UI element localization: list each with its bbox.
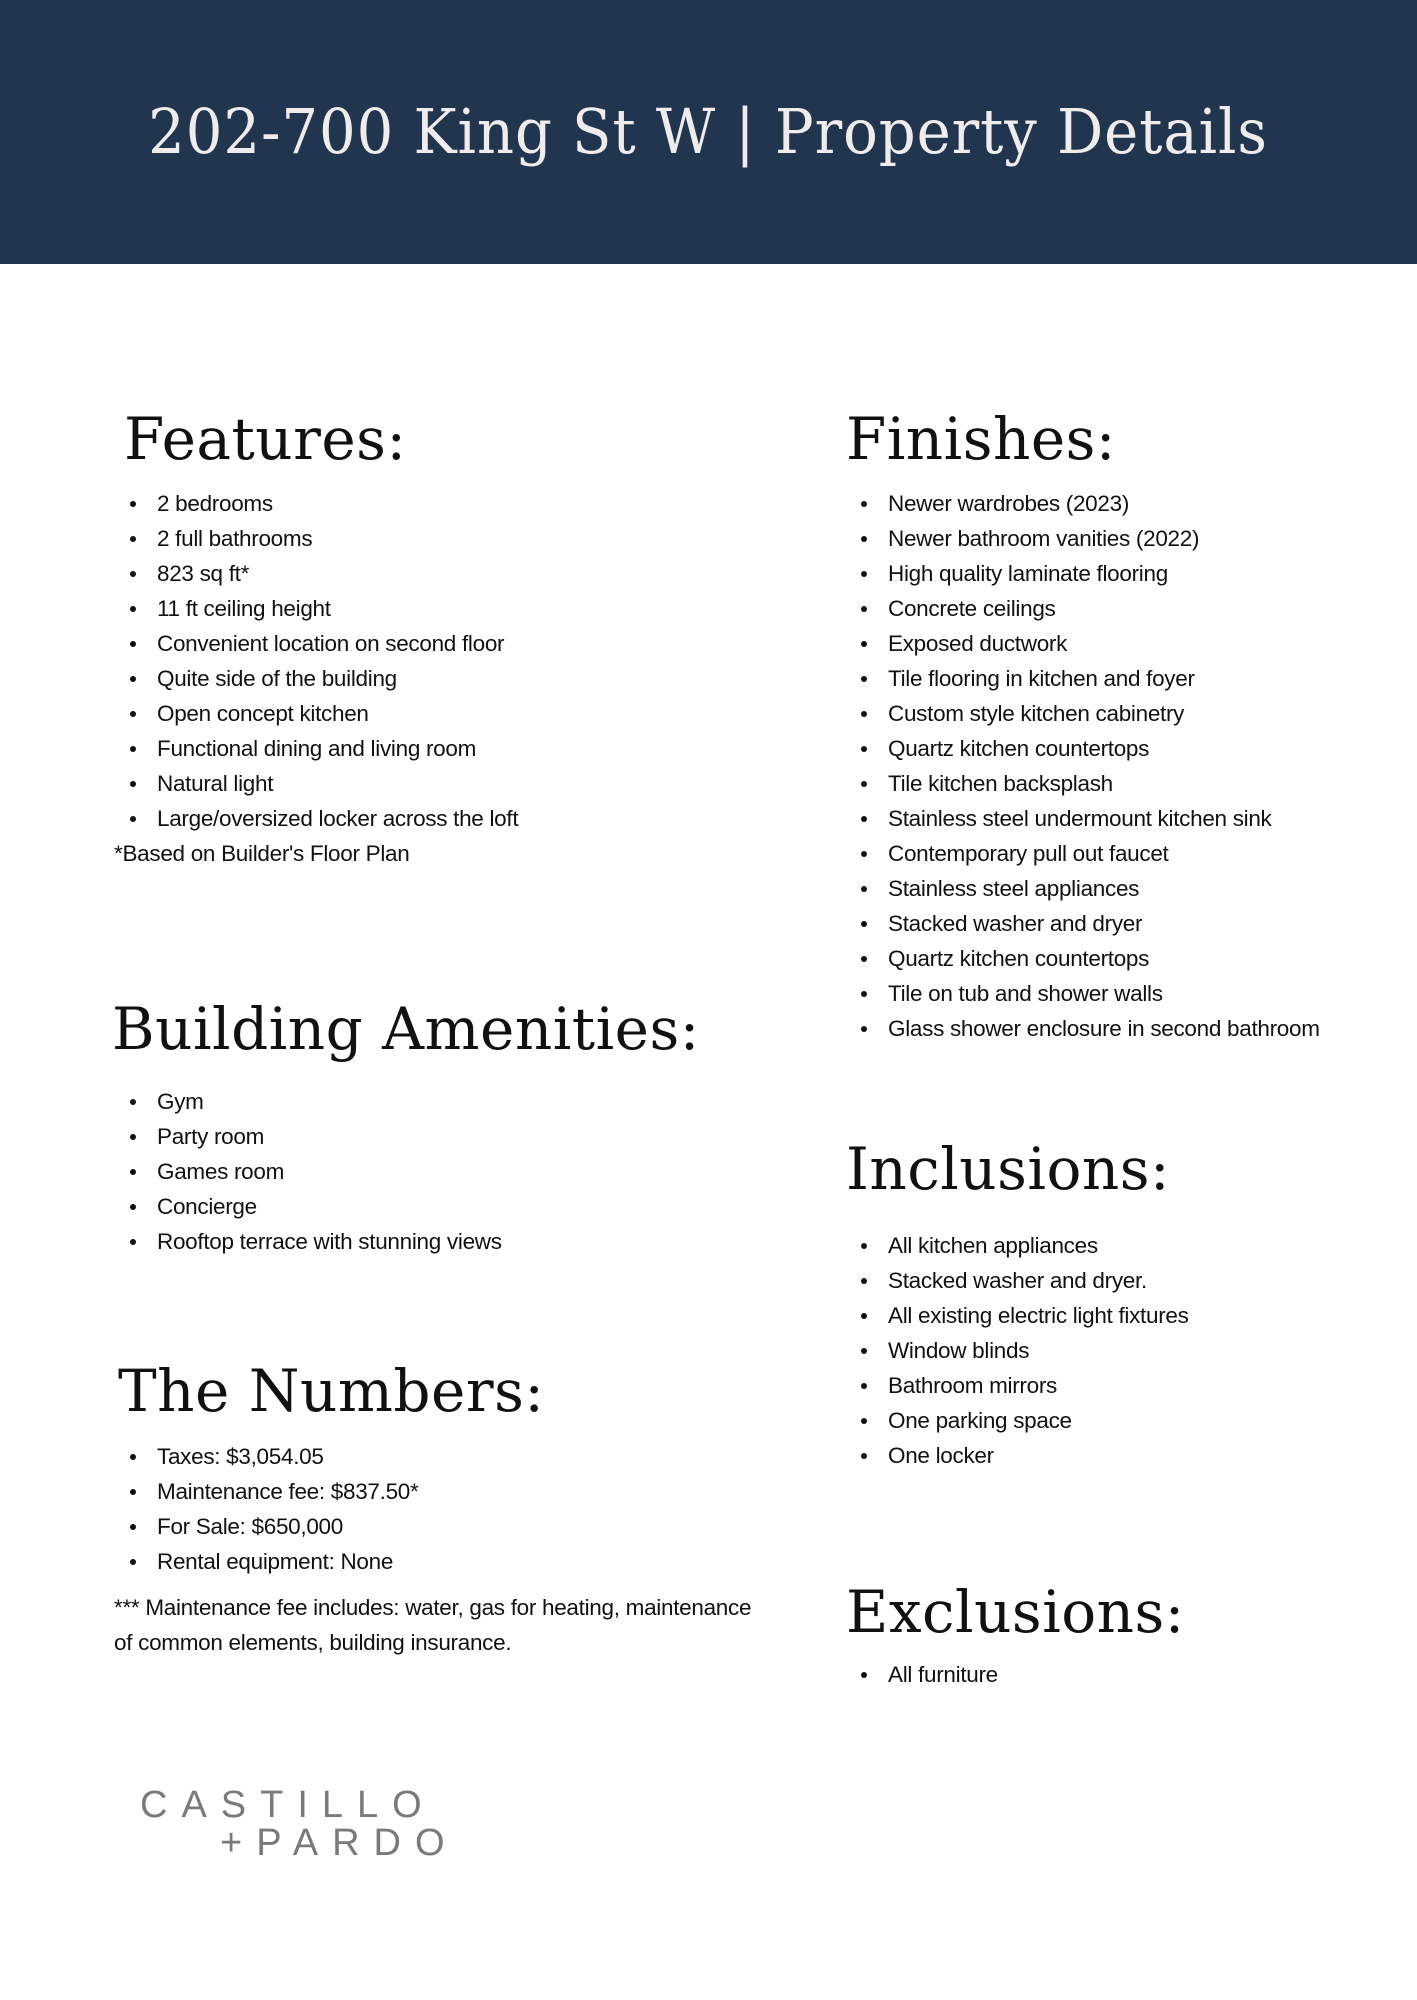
list-item: Quite side of the building: [114, 661, 518, 696]
list-item: Contemporary pull out faucet: [845, 836, 1320, 871]
amenities-section: [112, 995, 700, 1063]
list-item: Newer bathroom vanities (2022): [845, 521, 1320, 556]
list-item: Large/oversized locker across the loft: [114, 801, 518, 836]
finishes-list-block: [845, 486, 1320, 1046]
amenities-list: [114, 1084, 502, 1259]
numbers-note-line1: *** Maintenance fee includes: water, gas for heating, maintenance: [114, 1595, 752, 1620]
list-item: One locker: [845, 1438, 1189, 1473]
numbers-list-block: [114, 1439, 751, 1660]
list-item: Functional dining and living room: [114, 731, 518, 766]
numbers-note-line2: of common elements, building insurance.: [114, 1630, 512, 1655]
inclusions-list-block: [845, 1228, 1189, 1473]
list-item: Concierge: [114, 1189, 502, 1224]
list-item: Stainless steel undermount kitchen sink: [845, 801, 1320, 836]
finishes-heading: Finishes:: [846, 405, 1116, 473]
features-section: [124, 405, 407, 473]
list-item: All furniture: [845, 1657, 998, 1692]
list-item: 823 sq ft*: [114, 556, 518, 591]
page-title: 202-700 King St W | Property Details: [148, 95, 1269, 168]
page-header: [0, 0, 1417, 264]
list-item: 11 ft ceiling height: [114, 591, 518, 626]
list-item: Rooftop terrace with stunning views: [114, 1224, 502, 1259]
list-item: Exposed ductwork: [845, 626, 1320, 661]
numbers-section: [118, 1357, 545, 1425]
list-item: Rental equipment: None: [114, 1544, 751, 1579]
list-item: Tile on tub and shower walls: [845, 976, 1320, 1011]
list-item: Quartz kitchen countertops: [845, 941, 1320, 976]
list-item: One parking space: [845, 1403, 1189, 1438]
features-note: *Based on Builder's Floor Plan: [114, 841, 410, 866]
numbers-heading: The Numbers:: [118, 1357, 545, 1425]
list-item: Quartz kitchen countertops: [845, 731, 1320, 766]
amenities-heading: Building Amenities:: [112, 995, 700, 1063]
list-item: Open concept kitchen: [114, 696, 518, 731]
list-item: Party room: [114, 1119, 502, 1154]
list-item: Concrete ceilings: [845, 591, 1320, 626]
exclusions-list-block: [845, 1657, 998, 1692]
list-item: Gym: [114, 1084, 502, 1119]
inclusions-list: [845, 1228, 1189, 1473]
brand-logo: [140, 1786, 459, 1862]
logo-line1: CASTILLO: [140, 1784, 436, 1826]
logo-line2: +PARDO: [220, 1822, 459, 1864]
list-item: Custom style kitchen cabinetry: [845, 696, 1320, 731]
features-heading: Features:: [124, 405, 407, 473]
list-item: 2 bedrooms: [114, 486, 518, 521]
finishes-section: [846, 405, 1116, 473]
list-item: Stainless steel appliances: [845, 871, 1320, 906]
exclusions-section: [846, 1578, 1185, 1646]
list-item: Tile flooring in kitchen and foyer: [845, 661, 1320, 696]
finishes-list: [845, 486, 1320, 1046]
list-item: Convenient location on second floor: [114, 626, 518, 661]
inclusions-section: [846, 1135, 1171, 1203]
list-item: Maintenance fee: $837.50*: [114, 1474, 751, 1509]
list-item: Taxes: $3,054.05: [114, 1439, 751, 1474]
inclusions-heading: Inclusions:: [846, 1135, 1171, 1203]
list-item: Newer wardrobes (2023): [845, 486, 1320, 521]
list-item: Natural light: [114, 766, 518, 801]
list-item: Stacked washer and dryer.: [845, 1263, 1189, 1298]
list-item: For Sale: $650,000: [114, 1509, 751, 1544]
features-list: [114, 486, 518, 836]
list-item: Stacked washer and dryer: [845, 906, 1320, 941]
exclusions-list: [845, 1657, 998, 1692]
list-item: All kitchen appliances: [845, 1228, 1189, 1263]
list-item: High quality laminate flooring: [845, 556, 1320, 591]
list-item: Tile kitchen backsplash: [845, 766, 1320, 801]
exclusions-heading: Exclusions:: [846, 1578, 1185, 1646]
list-item: 2 full bathrooms: [114, 521, 518, 556]
numbers-list: [114, 1439, 751, 1579]
list-item: Games room: [114, 1154, 502, 1189]
features-list-block: [114, 486, 518, 871]
list-item: Bathroom mirrors: [845, 1368, 1189, 1403]
amenities-list-block: [114, 1084, 502, 1259]
list-item: Window blinds: [845, 1333, 1189, 1368]
list-item: All existing electric light fixtures: [845, 1298, 1189, 1333]
list-item: Glass shower enclosure in second bathroom: [845, 1011, 1320, 1046]
